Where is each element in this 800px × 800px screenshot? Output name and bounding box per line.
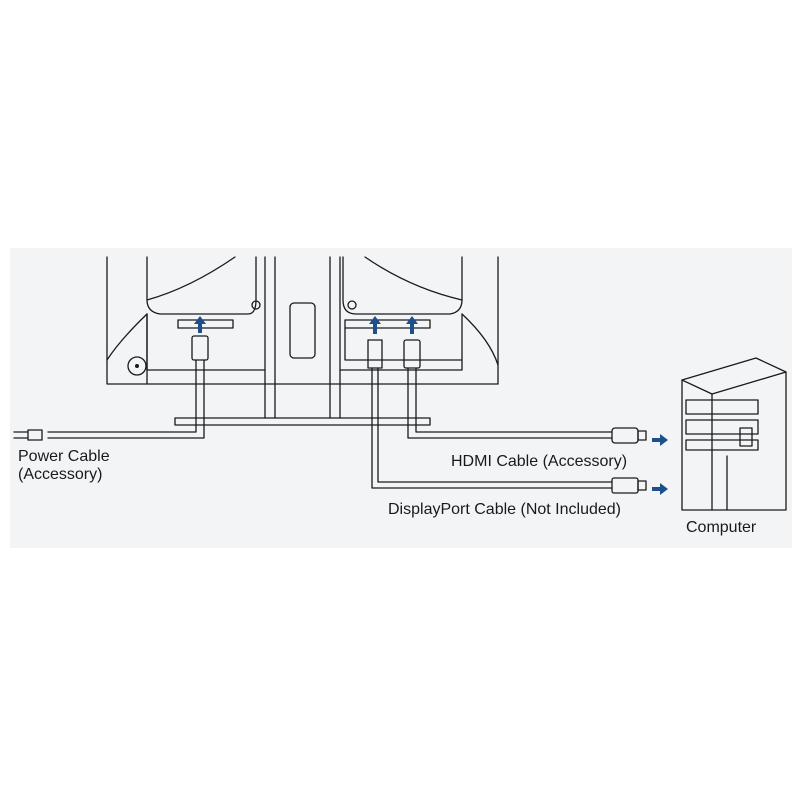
power-cable-label-line1: Power Cable [18,448,110,465]
displayport-cable-label: DisplayPort Cable (Not Included) [388,501,621,518]
lock-dot [135,364,139,368]
power-cable-label-line2: (Accessory) [18,466,103,483]
computer-label: Computer [686,519,757,536]
hdmi-cable-label: HDMI Cable (Accessory) [451,453,628,470]
power-cable-label [18,448,110,484]
